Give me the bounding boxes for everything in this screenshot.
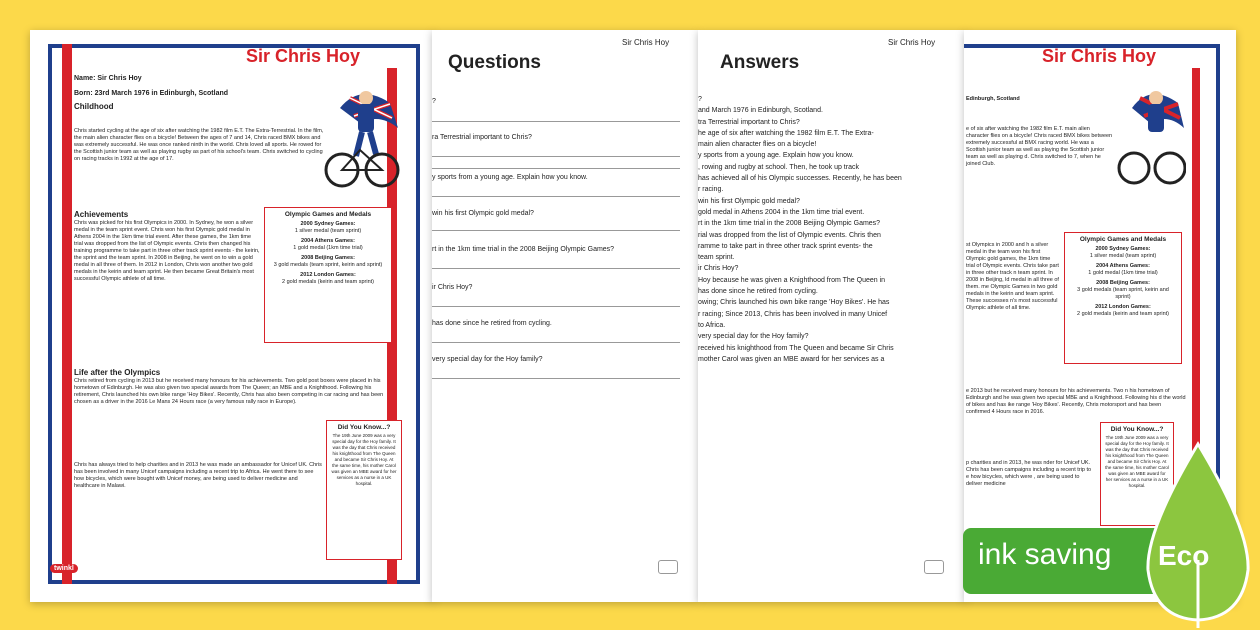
answer-line-text: mother Carol was given an MBE award for her services as a (698, 355, 885, 363)
eco-label: Eco (1158, 540, 1210, 571)
medals-line: 2008 Beijing Games: (301, 255, 355, 261)
answer-line-text: Hoy because he was given a Knighthood from The Queen in (698, 276, 886, 284)
eco-leaf-icon (1138, 440, 1258, 630)
medals-box (1064, 232, 1182, 364)
page-header: Sir Chris Hoy (622, 38, 670, 47)
question-line: y sports from a young age. Explain how you know. (432, 174, 588, 181)
life-heading: Life after the Olympics (74, 368, 161, 377)
answer-line-text: and March 1976 in Edinburgh, Scotland. (698, 107, 823, 115)
answer-line (432, 268, 680, 269)
answers-title: Answers (720, 52, 800, 73)
question-line: ? (432, 98, 436, 105)
answer-line (432, 156, 680, 157)
answer-line (432, 196, 680, 197)
medals-line: 2004 Athens Games: (301, 238, 355, 244)
reading-page (30, 30, 434, 602)
page4-text: st Olympics in 2000 and h a silver medal in the team won his first Olympic gold games, the 1km time trial of Olympic events. Chris take part in three other track n team sprint. In 2008 in Beijing, ld medal in all three of them. me Olympic Games in two gold medals in the keirin and team sprint. These successes n's most successful Olympic athlete of all time. (966, 242, 1059, 311)
answer-line (432, 306, 680, 307)
did-you-know-text: The 19th June 2009 was a very special day for the Hoy family. It was the day that Chris received his knighthood from The Queen and became Sir Chris Hoy. At the same time, his mother Carol was given an MBE award for her services as a nurse in a UK hospital. (331, 433, 397, 486)
page4-text: e of six after watching the 1982 film E.T. main alien character flies on a bicycle! Chris raced BMX bikes between extremely successful at BMX racing world. He was a Scottish junior team as well as playing the Scottish junior team as well as playing d. Chris switched to 7, when he joined Club. (966, 126, 1113, 167)
did-you-know-text: The 19th June 2009 was a very special day for the Hoy family. It was the day that Chris received his knighthood from The Queen and became Sir Chris Hoy. At the same time, his mother Carol was given an MBE award for her services as a nurse in a UK hospital. (1105, 435, 1169, 488)
answer-line-text: ramme to take part in three other track sprint events- the (698, 242, 873, 250)
answer-line-text: tra Terrestrial important to Chris? (698, 118, 800, 126)
medals-line: 2012 London Games: (300, 272, 356, 278)
answer-line-text: rt in the 1km time trial in the 2008 Beijing Olympic Games? (698, 220, 881, 228)
medals-line: 2000 Sydney Games: (300, 221, 356, 227)
answer-line-text: y sports from a young age. Explain how you know. (698, 152, 854, 160)
answer-line-text: has done since he retired from cycling. (698, 288, 818, 296)
born-line: Born: 23rd March 1976 in Edinburgh, Scotland (74, 89, 229, 97)
medals-line: 1 gold medal (1km time trial) (293, 245, 363, 251)
cyclist-illustration (1114, 78, 1186, 188)
question-line: very special day for the Hoy family? (432, 356, 543, 363)
answers-page (698, 30, 966, 602)
footer-logo-icon (924, 560, 944, 574)
answer-line-text: he age of six after watching the 1982 film E.T. The Extra- (698, 129, 874, 137)
answer-line-text: win his first Olympic gold medal? (698, 197, 800, 205)
page-title: Sir Chris Hoy (1042, 46, 1157, 66)
page4-text: p charities and in 2013, he was nder for Unicef UK. Chris has been campaigns including a recent trip to e how bicycles, which were , are being used to deliver medicine (966, 460, 1092, 487)
page-title: Sir Chris Hoy (246, 46, 361, 66)
childhood-heading: Childhood (74, 102, 114, 111)
questions-page (432, 30, 698, 602)
medals-line: 3 gold medals (team sprint, keirin and sprint) (273, 262, 383, 268)
answer-line (432, 121, 680, 122)
born-fragment: Edinburgh, Scotland (966, 96, 1020, 102)
answer-line (432, 230, 680, 231)
answer-line-text: received his knighthood from The Queen and became Sir Chris (698, 344, 894, 352)
page-header: Sir Chris Hoy (888, 38, 936, 47)
medals-line: 2 gold medals (keirin and team sprint) (281, 279, 374, 285)
question-line: ir Chris Hoy? (432, 284, 473, 291)
achievements-heading: Achievements (74, 210, 129, 219)
medals-line: 1 silver medal (team sprint) (1089, 253, 1157, 259)
answer-line-text: very special day for the Hoy family? (698, 333, 809, 341)
answer-line-text: to Africa. (698, 321, 726, 329)
question-line: has done since he retired from cycling. (432, 320, 552, 327)
achievements-text: Chris was picked for his first Olympics in 2000. In Sydney, he won a silver medal in the team sprint event. Chris won his first Olympic gold medal in Athens 2004 in the 1km time trial event. After these games, the 1km time trial was dropped from the list of Olympic events. Chris then changed his training programme to take part in three other track sprint events - the keirin, the sprint and the team sprint. In 2008 in Beijing, he went on to win a gold medal in all three of them. In 2012 in London, Chris won another two gold medals in the keirin and team sprint. He then became Great Britain's most successful Olympic athlete of all time. (74, 220, 260, 282)
answer-line-text: r racing; Since 2013, Chris has been involved in many Unicef (698, 310, 888, 318)
answer-line-text: rial was dropped from the list of Olympic events. Chris then (698, 231, 881, 239)
question-line: rt in the 1km time trial in the 2008 Beijing Olympic Games? (432, 246, 615, 253)
medals-line: 2000 Sydney Games: (1095, 246, 1151, 252)
answer-line-text: gold medal in Athens 2004 in the 1km time trial event. (698, 208, 865, 216)
did-you-know-heading: Did You Know...? (337, 424, 391, 431)
medals-line: 1 gold medal (1km time trial) (1088, 270, 1158, 276)
childhood-text: Chris started cycling at the age of six after watching the 1982 film E.T. The Extra-Terrestrial. In the film, the main alien character flies on a bicycle! Between the ages of 7 and 14, Chris raced BMX bikes and was extremely successful. He was once ranked ninth in the world. Chris loved all sports. He rowed for the Scottish junior team as well as playing rugby as part of his school's team. Chris switched to cycling on racing tracks in 1992 at the age of 17. (74, 128, 324, 162)
answer-line-text: , rowing and rugby at school. Then, he took up track (698, 163, 859, 171)
did-you-know-heading: Did You Know...? (1110, 426, 1164, 433)
charity-text: Chris has always tried to help charities and in 2013 he was made an ambassador for Unicef UK. Chris has been involved in many Unicef campaigns including a recent trip to Africa. He went there to see how bicycles, which were bought with Unicef money, are being used to deliver medicine and healthcare in Malawi. (74, 462, 322, 489)
footer-logo-icon (658, 560, 678, 574)
answer-line-text: r racing. (698, 186, 724, 194)
answer-line-text: main alien character flies on a bicycle! (698, 141, 817, 149)
medals-box (264, 207, 392, 343)
medals-line: 2012 London Games: (1095, 304, 1151, 310)
question-line: ra Terrestrial important to Chris? (432, 134, 532, 141)
answer-line-text: has achieved all of his Olympic successes. Recently, he has been (698, 175, 902, 183)
medals-line: 3 gold medals (team sprint, keirin and sprint) (1077, 287, 1169, 300)
question-line: win his first Olympic gold medal? (432, 210, 534, 217)
medals-line: 2004 Athens Games: (1096, 263, 1150, 269)
twinkl-logo: twinkl (50, 564, 78, 573)
medals-line: 1 silver medal (team sprint) (294, 228, 362, 234)
answer-line (432, 168, 680, 169)
medals-heading: Olympic Games and Medals (1079, 236, 1167, 243)
answer-line (432, 342, 680, 343)
life-text: Chris retired from cycling in 2013 but he received many honours for his achievements. Two gold post boxes were placed in his hometown of Edinburgh. He was also given two special awards from The Queen; an MBE and a Knighthood. Following his retirement, Chris launched his own bike range 'Hoy Bikes'. Recently, Chris has also been competing in car racing and has been chosen as a driver in the 2016 Le Mans 24 Hours race (a very famous rally race in Europe). (74, 378, 384, 405)
cyclist-illustration (320, 78, 400, 190)
ink-saving-label: ink saving (978, 538, 1112, 571)
medals-heading: Olympic Games and Medals (284, 211, 372, 218)
answer-line-text: team sprint. (698, 254, 735, 262)
answer-line-text: owing; Chris launched his own bike range 'Hoy Bikes'. He has (698, 299, 890, 307)
red-stripe-left (62, 44, 72, 584)
name-line: Name: Sir Chris Hoy (74, 75, 142, 82)
page4-text: e 2013 but he received many honours for his achievements. Two n his hometown of Edinburgh and he was given two special MBE and a Knighthood. Following his d the world of bikes and has ike range 'Hoy Bikes'. Recently, Chris motorsport and has been confirmed 4 Hours race in 2016. (966, 388, 1186, 415)
medals-line: 2008 Beijing Games: (1096, 280, 1150, 286)
medals-line: 2 gold medals (keirin and team sprint) (1076, 311, 1169, 317)
did-you-know-box (326, 420, 402, 560)
questions-title: Questions (448, 52, 541, 73)
answer-line-text: ir Chris Hoy? (698, 265, 739, 273)
answer-line-text: ? (698, 96, 702, 103)
answer-line (432, 378, 680, 379)
answers-list (698, 96, 958, 367)
